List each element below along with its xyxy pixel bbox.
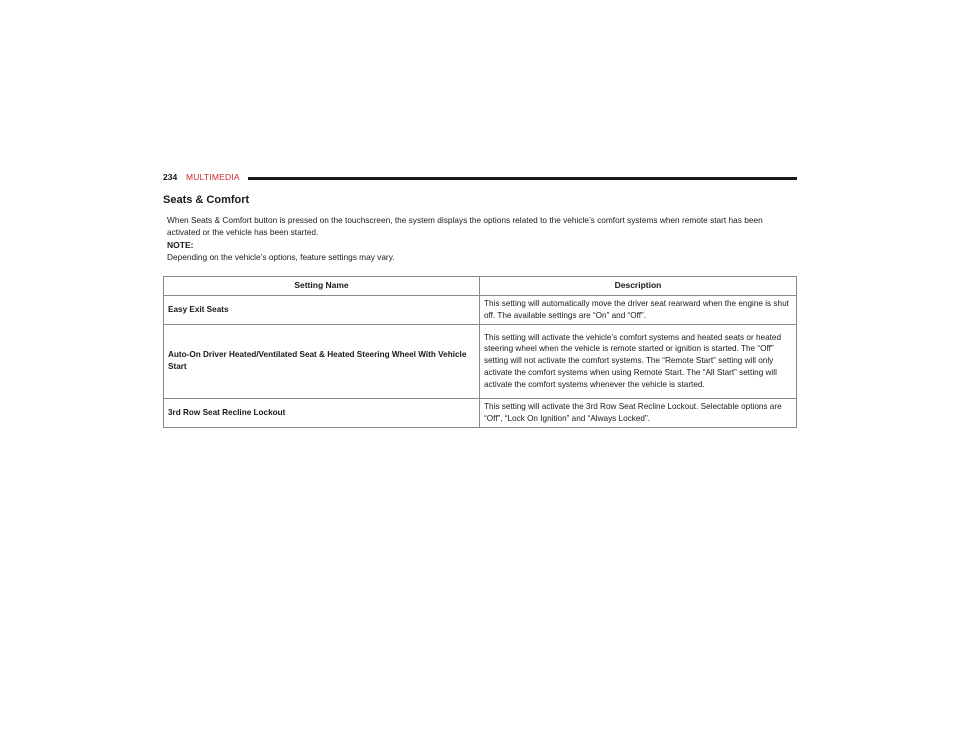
page-number: 234 xyxy=(163,172,178,182)
column-header-description: Description xyxy=(480,277,797,296)
note-label: NOTE: xyxy=(167,240,194,250)
setting-name-cell: Easy Exit Seats xyxy=(164,296,480,325)
section-title: Seats & Comfort xyxy=(163,194,250,206)
setting-description-cell: This setting will activate the vehicle’s comfort systems and heated seats or heated steering wheel when the vehicle is remote started or ignition is started. The “Off” setting will not activate the comfort systems. The “Remote Start” setting will only activate the comfort systems when using Remote Start. The “All Start” setting will activate the comfort systems whenever the vehicle is started. xyxy=(480,324,797,398)
section-label: MULTIMEDIA xyxy=(186,172,240,182)
setting-name-cell: 3rd Row Seat Recline Lockout xyxy=(164,398,480,427)
table-row xyxy=(164,324,797,398)
page-header xyxy=(163,172,797,186)
intro-paragraph: When Seats & Comfort button is pressed on the touchscreen, the system displays the options related to the vehicle’s comfort systems when remote start has been activated or the vehicle has been started. xyxy=(167,215,763,238)
column-header-setting-name: Setting Name xyxy=(164,277,480,296)
header-rule xyxy=(248,177,797,180)
table-row xyxy=(164,296,797,325)
setting-description-cell: This setting will automatically move the driver seat rearward when the engine is shut off. The available settings are “On” and “Off”. xyxy=(480,296,797,325)
setting-name-cell: Auto-On Driver Heated/Ventilated Seat & Heated Steering Wheel With Vehicle Start xyxy=(164,324,480,398)
table-row xyxy=(164,398,797,427)
setting-description-cell: This setting will activate the 3rd Row Seat Recline Lockout. Selectable options are “Off”, “Lock On Ignition” and “Always Locked”. xyxy=(480,398,797,427)
table-header-row xyxy=(164,277,797,296)
settings-table xyxy=(163,276,797,428)
note-text: Depending on the vehicle’s options, feature settings may vary. xyxy=(167,252,395,262)
